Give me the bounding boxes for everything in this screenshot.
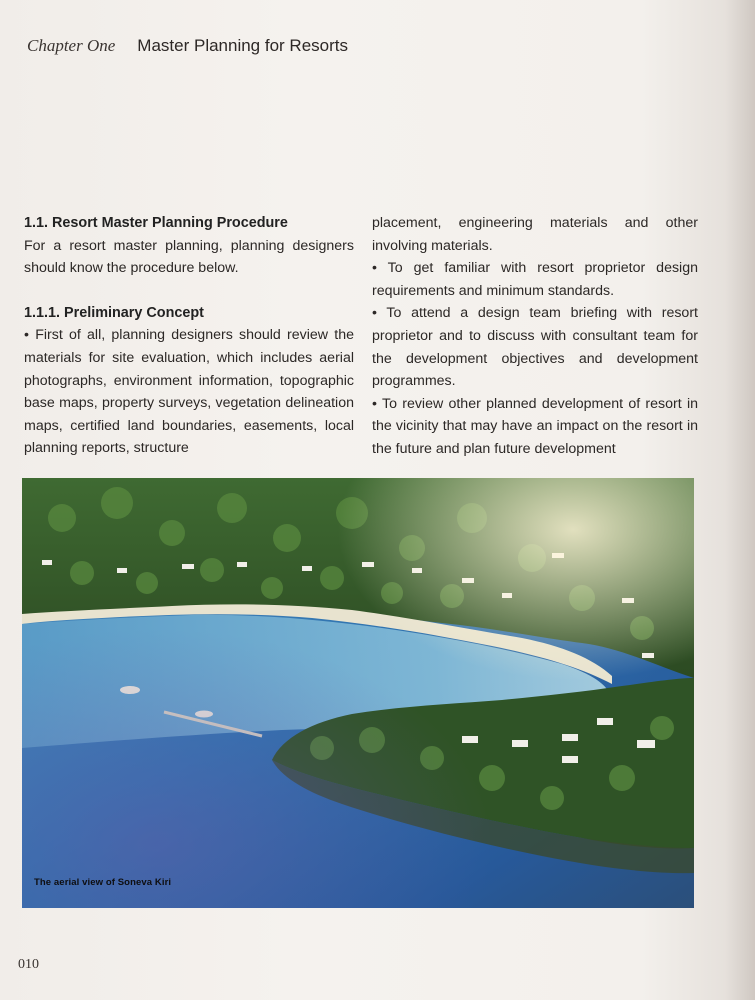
bullet-paragraph: • To attend a design team briefing with resort proprietor and to discuss with consultant team for the development objectives and development programmes. (372, 305, 698, 390)
page-number: 010 (18, 957, 39, 972)
aerial-photo (22, 478, 694, 908)
intro-paragraph: For a resort master planning, planning designers should know the procedure below. (24, 237, 354, 277)
chapter-label: Chapter One (27, 36, 116, 55)
bullet-paragraph: • First of all, planning designers should review the materials for site evaluation, which includes aerial photographs, environment information, topographic base maps, property surveys, vegetation delineation maps, certified land boundaries, easements, local planning reports, structure (24, 327, 354, 457)
chapter-title: Master Planning for Resorts (137, 36, 348, 55)
aerial-photo-illustration (22, 478, 694, 908)
bullet-paragraph: • To review other planned development of resort in the vicinity that may have an impact on the resort in the future and plan future development (372, 395, 698, 457)
right-text-column (372, 212, 698, 461)
figure-caption: The aerial view of Soneva Kiri (34, 877, 172, 888)
left-text-column (24, 212, 354, 460)
bullet-paragraph: • To get familiar with resort proprietor design requirements and minimum standards. (372, 260, 698, 299)
continued-paragraph: placement, engineering materials and other involving materials. (372, 215, 698, 254)
subsection-heading: 1.1.1. Preliminary Concept (24, 304, 204, 321)
section-heading: 1.1. Resort Master Planning Procedure (24, 215, 288, 231)
running-head (27, 36, 348, 62)
